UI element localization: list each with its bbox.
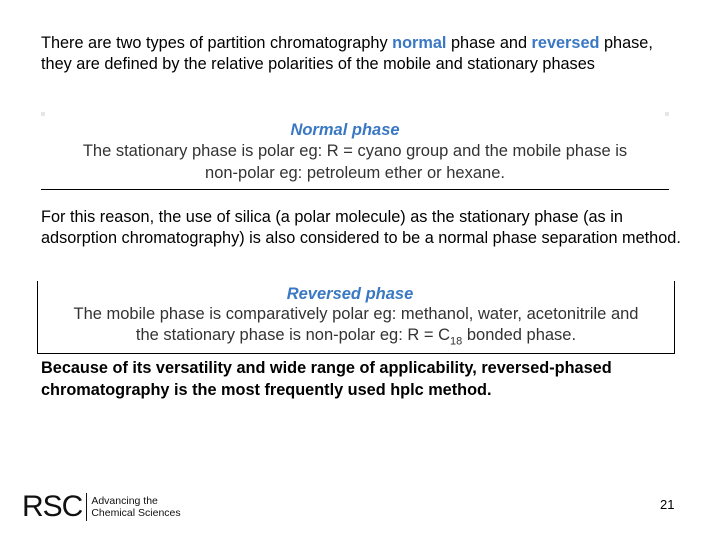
reversed-line-2-post: bonded phase. [462,326,577,344]
logo-tagline-line-1: Advancing the [91,495,158,507]
logo-tagline [91,495,180,519]
reversed-phase-line-1: The mobile phase is comparatively polar eg: methanol, water, acetonitrile and [73,305,639,323]
normal-phase-line-1: The stationary phase is polar eg: R = cyano group and the mobile phase is [82,142,628,160]
rsc-logo-mark: RSC [22,490,83,523]
intro-paragraph [41,33,681,75]
reversed-line-2-pre: the stationary phase is non-polar eg: R = C [135,326,451,344]
intro-text-2: phase and [446,34,532,52]
normal-phase-line-2: non-polar eg: petroleum ether or hexane. [205,164,505,182]
reversed-phase-title: Reversed phase [286,285,414,303]
rsc-logo [22,491,181,523]
intro-text-1: There are two types of partition chromatography [41,34,393,52]
logo-divider [86,493,87,521]
reversed-phase-line-2 [38,325,674,352]
middle-paragraph: For this reason, the use of silica (a polar molecule) as the stationary phase (as in adsorption chromatography) is also considered to be a normal phase separation method. [41,208,681,247]
intro-text-3: phase, they are defined by the relative polarities of the mobile and stationary phases [41,34,653,73]
reversed-phase-box [37,281,675,354]
page-number: 21 [660,497,675,512]
normal-phase-title: Normal phase [290,121,400,139]
conclusion-paragraph: Because of its versatility and wide range of applicability, reversed-phased chromatography is the most frequently used hplc method. [41,359,612,399]
normal-phase-box [41,112,669,190]
normal-highlight: normal [392,34,447,52]
logo-tagline-line-2: Chemical Sciences [91,507,181,519]
c18-subscript: 18 [450,335,463,348]
reversed-highlight: reversed [531,34,600,52]
